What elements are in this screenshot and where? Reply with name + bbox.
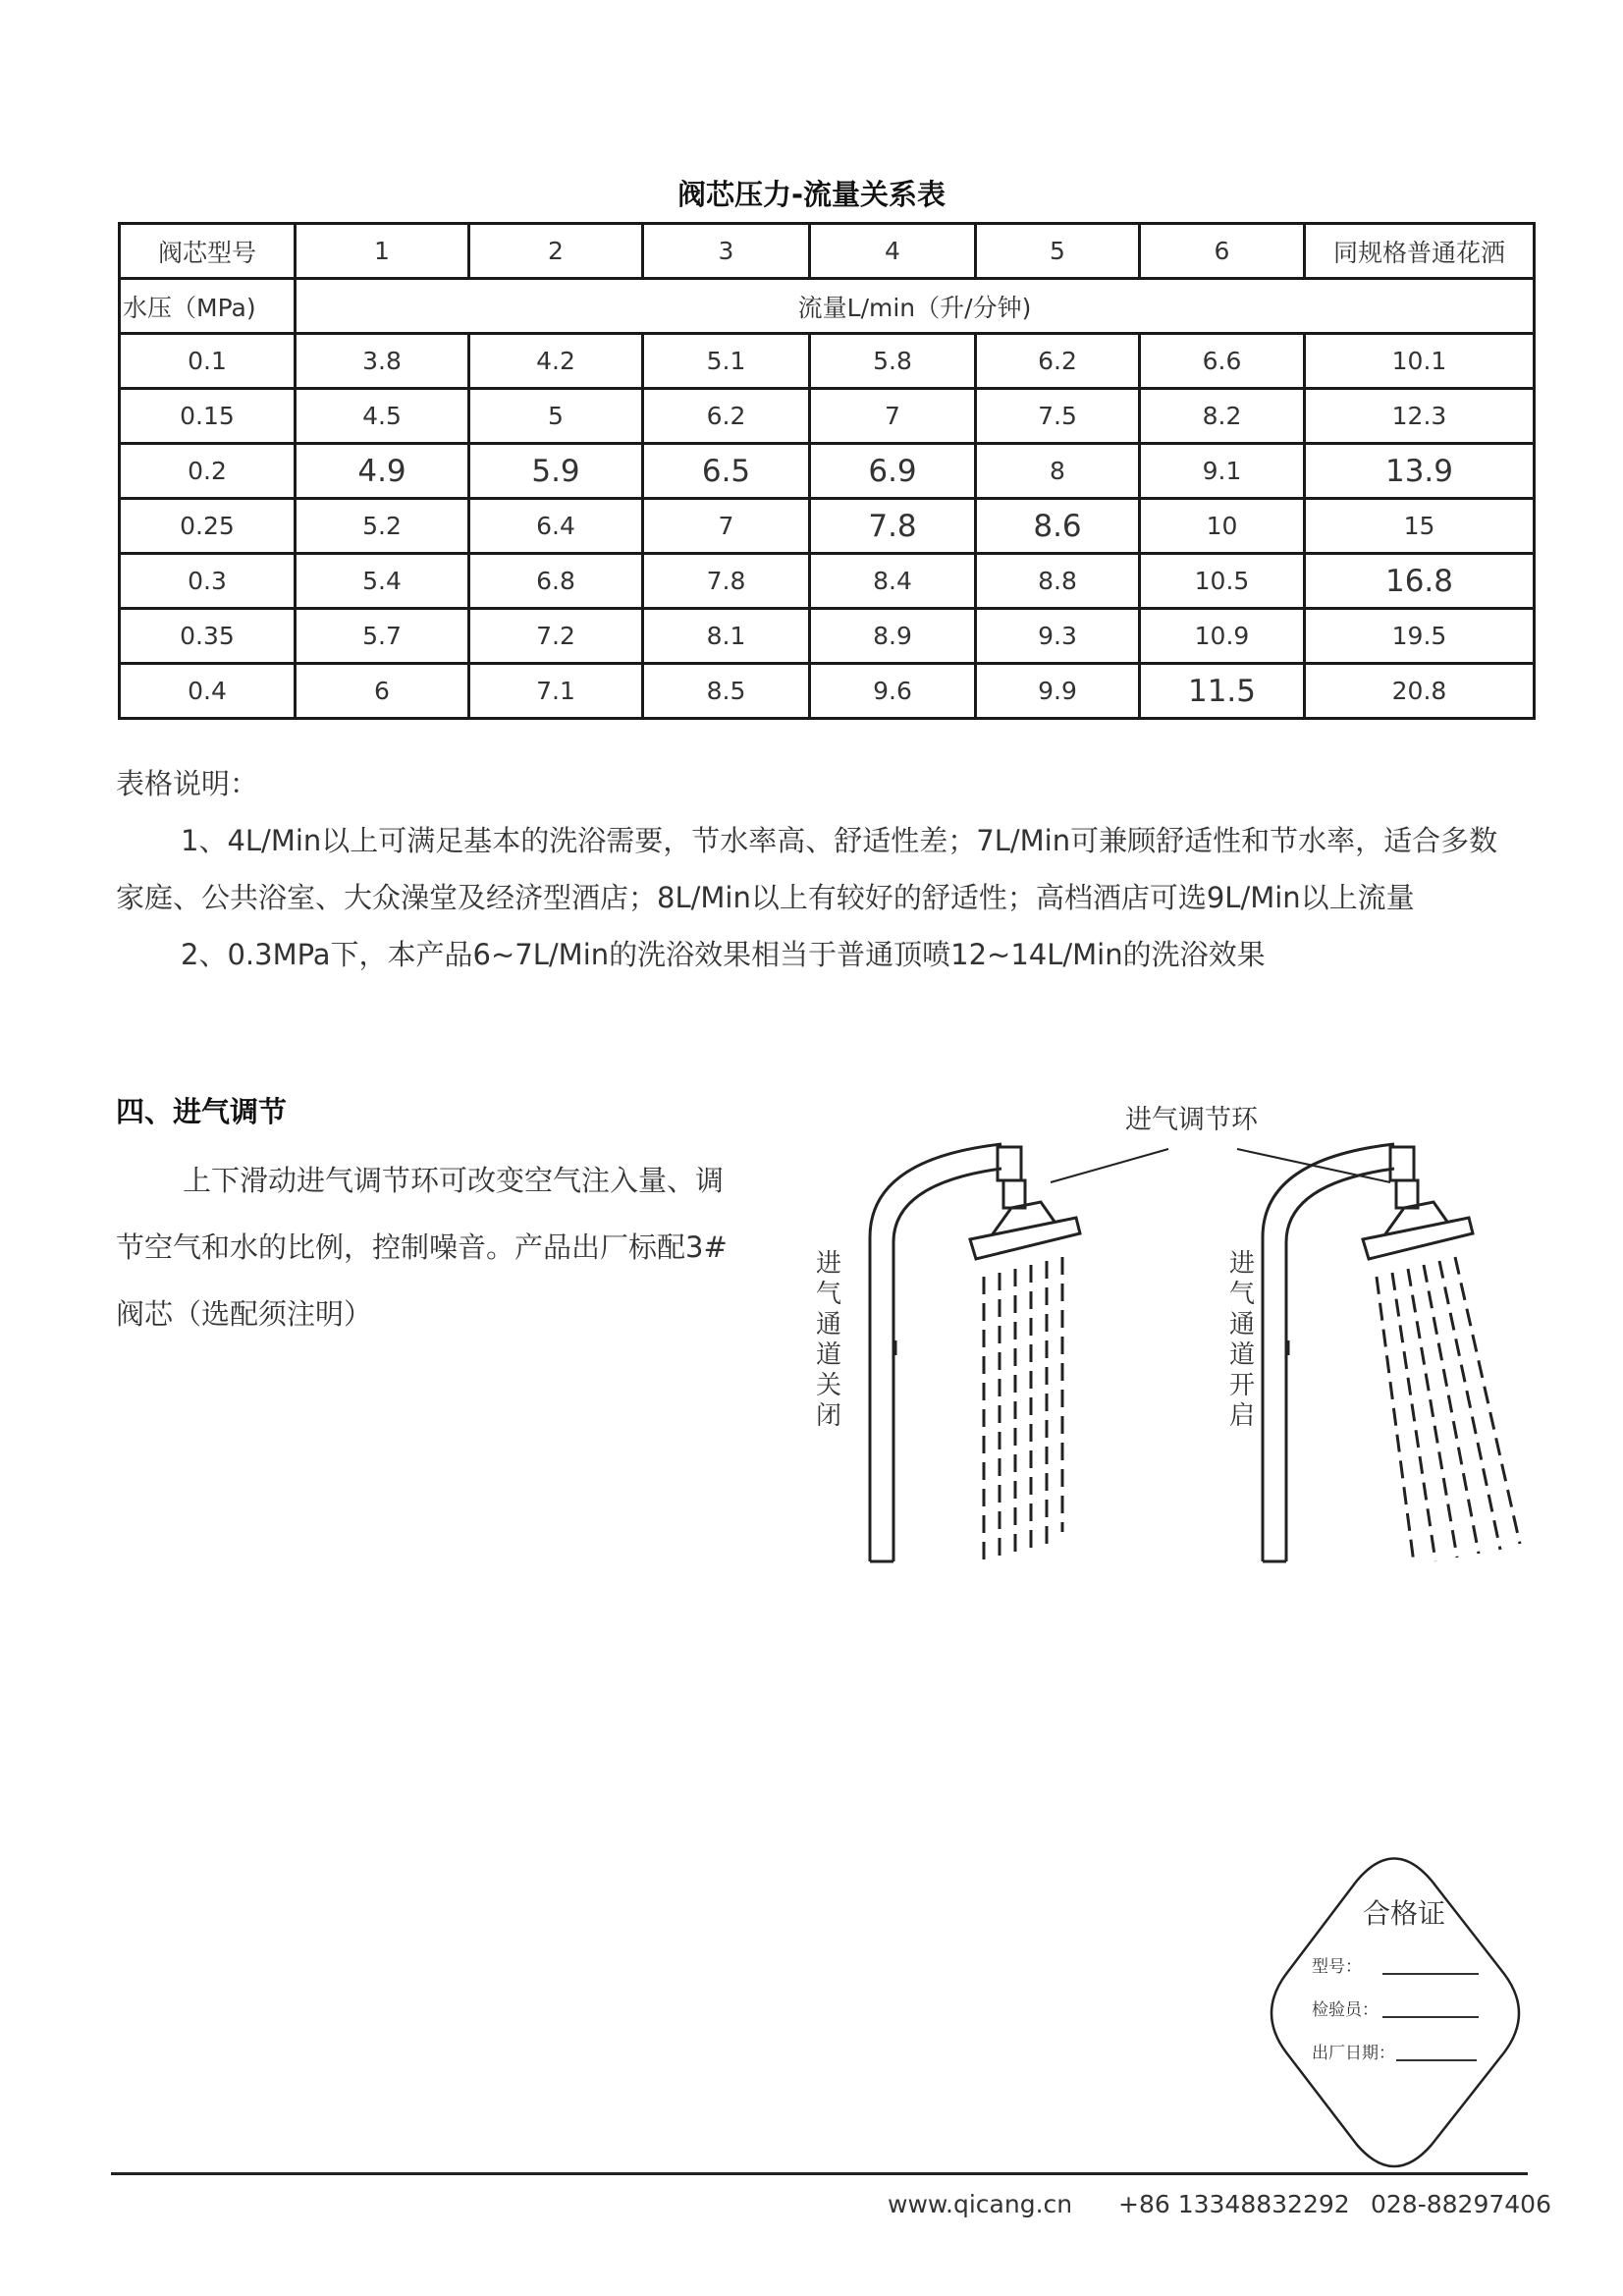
footer-website[interactable]: www.qicang.cn [888, 2190, 1073, 2218]
table-cell: 10.9 [1140, 609, 1305, 664]
ring-closed [998, 1147, 1021, 1180]
table-cell: 6.9 [810, 444, 976, 499]
table-cell: 5.2 [296, 499, 469, 554]
table-cell: 7.1 [469, 664, 643, 719]
table-cell: 19.5 [1305, 609, 1535, 664]
table-cell: 6.8 [469, 554, 643, 609]
table-cell: 9.1 [1140, 444, 1305, 499]
table-cell: 8.1 [643, 609, 810, 664]
ring-pointer-left [1051, 1149, 1168, 1182]
footer-phone-landline: 028-88297406 [1371, 2190, 1551, 2218]
table-cell: 8.8 [976, 554, 1140, 609]
table-cell: 15 [1305, 499, 1535, 554]
table-cell: 9.3 [976, 609, 1140, 664]
certificate-model-label: 型号： [1312, 1957, 1362, 1977]
table-cell: 10.1 [1305, 334, 1535, 389]
header-cell: 1 [296, 224, 469, 279]
table-cell: 10 [1140, 499, 1305, 554]
table-cell: 11.5 [1140, 664, 1305, 719]
header-cell: 6 [1140, 224, 1305, 279]
table-cell: 8.9 [810, 609, 976, 664]
certificate-date-blank [1396, 2059, 1477, 2061]
table-cell: 9.9 [976, 664, 1140, 719]
table-cell: 0.2 [120, 444, 296, 499]
pipe-open-inner [1286, 1169, 1394, 1561]
table-title: 阀芯压力-流量关系表 [676, 178, 947, 211]
pressure-label: 水压（MPa) [120, 279, 296, 334]
table-cell: 6 [296, 664, 469, 719]
pipe-closed [870, 1144, 1001, 1561]
table-cell: 8.4 [810, 554, 976, 609]
open-label: 进气通道开启 [1228, 1249, 1255, 1431]
table-cell: 7 [643, 499, 810, 554]
pipe-open [1263, 1144, 1394, 1561]
table-cell: 5.7 [296, 609, 469, 664]
section-text-1: 上下滑动进气调节环可改变空气注入量、调 [183, 1164, 725, 1197]
section-title: 四、进气调节 [116, 1095, 288, 1128]
table-cell: 4.9 [296, 444, 469, 499]
showerhead-closed [970, 1218, 1080, 1259]
table-cell: 0.35 [120, 609, 296, 664]
notes-line-2: 家庭、公共浴室、大众澡堂及经济型酒店；8L/Min以上有较好的舒适性；高档酒店可选9L/Min以上流量 [116, 881, 1415, 914]
notes-heading: 表格说明： [116, 767, 259, 800]
ring-label: 进气调节环 [1125, 1105, 1258, 1135]
table-cell: 7.5 [976, 389, 1140, 444]
showerhead-open [1363, 1218, 1473, 1259]
header-cell: 3 [643, 224, 810, 279]
header-cell: 4 [810, 224, 976, 279]
table-cell: 5 [469, 389, 643, 444]
table-cell: 20.8 [1305, 664, 1535, 719]
table-cell: 4.2 [469, 334, 643, 389]
table-cell: 5.4 [296, 554, 469, 609]
table-cell: 0.4 [120, 664, 296, 719]
table-cell: 7 [810, 389, 976, 444]
table-cell: 0.25 [120, 499, 296, 554]
table-cell: 8.5 [643, 664, 810, 719]
table-cell: 3.8 [296, 334, 469, 389]
table-cell: 16.8 [1305, 554, 1535, 609]
flow-label: 流量L/min（升/分钟) [296, 279, 1535, 334]
ring-open [1390, 1147, 1414, 1180]
table-cell: 8.6 [976, 499, 1140, 554]
table-cell: 5.1 [643, 334, 810, 389]
table-cell: 6.6 [1140, 334, 1305, 389]
table-cell: 6.2 [976, 334, 1140, 389]
ring-pointer-right [1237, 1149, 1390, 1182]
header-cell: 5 [976, 224, 1140, 279]
notes-line-1: 1、4L/Min以上可满足基本的洗浴需要，节水率高、舒适性差；7L/Min可兼顾舒适性和节水率，适合多数 [181, 824, 1498, 857]
section-text-3: 阀芯（选配须注明） [116, 1297, 373, 1331]
table-cell: 8 [976, 444, 1140, 499]
header-cell: 阀芯型号 [120, 224, 296, 279]
table-cell: 13.9 [1305, 444, 1535, 499]
footer-phone-mobile: +86 13348832292 [1118, 2190, 1350, 2218]
table-cell: 4.5 [296, 389, 469, 444]
table-cell: 12.3 [1305, 389, 1535, 444]
table-cell: 5.9 [469, 444, 643, 499]
table-cell: 7.8 [810, 499, 976, 554]
table-cell: 10.5 [1140, 554, 1305, 609]
section-text-2: 节空气和水的比例，控制噪音。产品出厂标配3# [116, 1230, 728, 1264]
table-cell: 0.3 [120, 554, 296, 609]
certificate-title: 合格证 [1362, 1897, 1445, 1930]
footer-divider [111, 2172, 1528, 2175]
closed-label: 进气通道关闭 [815, 1249, 841, 1431]
table-cell: 5.8 [810, 334, 976, 389]
certificate-inspector-blank [1382, 2016, 1479, 2018]
certificate-inspector-label: 检验员： [1312, 2000, 1379, 2020]
table-cell: 7.8 [643, 554, 810, 609]
table-cell: 9.6 [810, 664, 976, 719]
table-cell: 7.2 [469, 609, 643, 664]
header-cell: 同规格普通花洒 [1305, 224, 1535, 279]
notes-line-3: 2、0.3MPa下，本产品6~7L/Min的洗浴效果相当于普通顶喷12~14L/Min的洗浴效果 [181, 938, 1266, 971]
table-cell: 0.15 [120, 389, 296, 444]
table-cell: 6.4 [469, 499, 643, 554]
table-cell: 6.2 [643, 389, 810, 444]
table-cell: 6.5 [643, 444, 810, 499]
table-cell: 0.1 [120, 334, 296, 389]
header-cell: 2 [469, 224, 643, 279]
certificate-date-label: 出厂日期： [1312, 2044, 1395, 2063]
certificate-model-blank [1382, 1973, 1479, 1975]
table-cell: 8.2 [1140, 389, 1305, 444]
